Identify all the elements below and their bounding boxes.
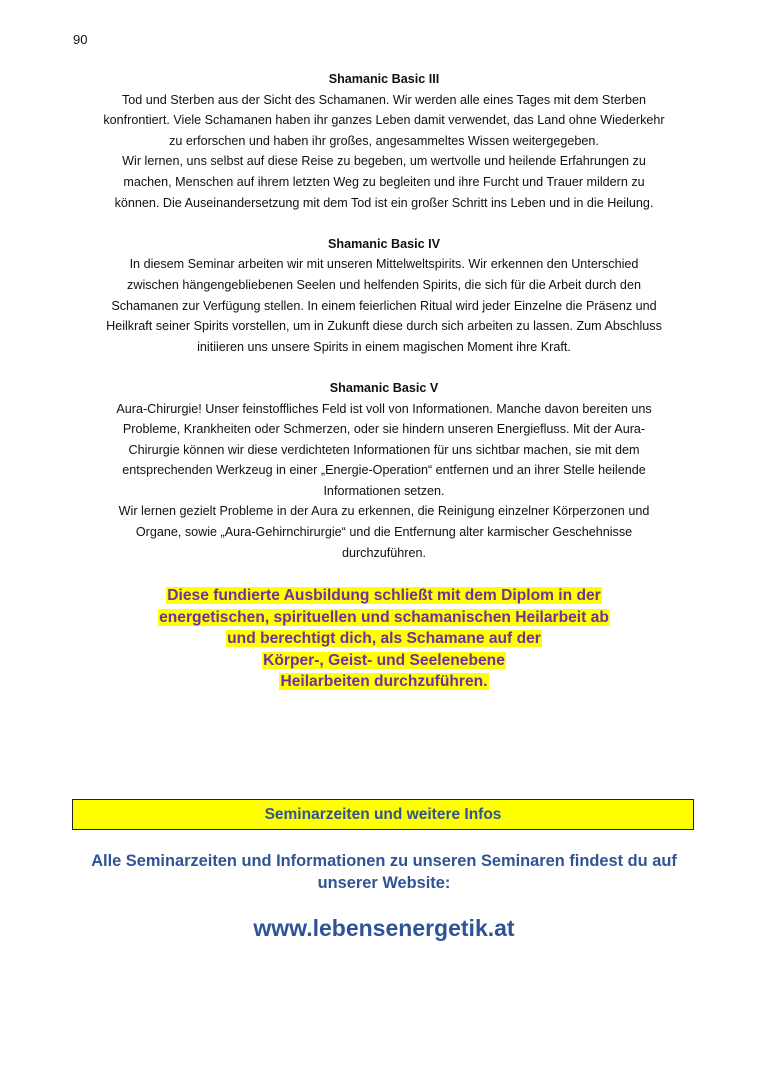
section-title: Shamanic Basic III (328, 72, 440, 86)
highlight-line: Diese fundierte Ausbildung schließt mit dem Diplom in der (167, 587, 601, 604)
text-line: entsprechenden Werkzeug in einer „Energie-Operation“ entfernen und an ihrer Stelle heilende (122, 463, 646, 478)
section-title: Shamanic Basic IV (328, 236, 440, 251)
text-line: Wir lernen, uns selbst auf diese Reise zu begeben, um wertvolle und heilende Erfahrungen zu (122, 154, 646, 169)
text-line: Organe, sowie „Aura-Gehirnchirurgie“ und die Entfernung alter karmischer Geschehnisse (135, 525, 633, 540)
section-shamanic-basic-v (80, 378, 688, 563)
seminar-info-box (72, 799, 694, 830)
highlight-line: Heilarbeiten durchzuführen. (280, 673, 488, 691)
section-shamanic-basic-iv (80, 234, 688, 358)
text-line: Aura-Chirurgie! Unser feinstoffliches Feld ist voll von Informationen. Manche davon bereiten uns (116, 401, 652, 416)
text-line: können. Die Auseinandersetzung mit dem Tod ist ein großer Schritt ins Leben und in die Heilung. (114, 195, 654, 210)
diploma-highlight (80, 585, 688, 693)
text-line: zu erforschen und haben ihr großes, angesammeltes Wissen weitergegeben. (169, 133, 599, 148)
highlight-line: Körper-, Geist- und Seelenebene (263, 651, 505, 669)
page-number: 90 (73, 32, 88, 47)
info-text (80, 850, 688, 894)
text-line: Heilkraft seiner Spirits vorstellen, um in Zukunft diese durch sich arbeiten zu lassen. Zum Abschluss (106, 319, 662, 334)
text-line: In diesem Seminar arbeiten wir mit unseren Mittelweltspirits. Wir erkennen den Unterschied (129, 257, 639, 272)
seminar-descriptions (80, 69, 688, 584)
text-line: Tod und Sterben aus der Sicht des Schamanen. Wir werden alle eines Tages mit dem Sterben (121, 92, 647, 107)
info-box-label: Seminarzeiten und weitere Infos (264, 805, 502, 823)
section-title: Shamanic Basic V (329, 380, 439, 395)
info-line: unserer Website: (317, 874, 451, 892)
highlight-line: energetischen, spirituellen und schamanischen Heilarbeit ab (159, 608, 609, 626)
text-line: initiieren uns unsere Spirits in einem magischen Moment ihre Kraft. (197, 339, 571, 354)
text-line: Probleme, Krankheiten oder Schmerzen, oder sie hindern unseren Energiefluss. Mit der Aura- (122, 422, 646, 437)
text-line: machen, Menschen auf ihrem letzten Weg zu begleiten und ihre Furcht und Trauer mildern zu (123, 174, 645, 189)
text-line: durchzuführen. (341, 545, 426, 560)
text-line: Informationen setzen. (323, 483, 445, 498)
highlight-line: und berechtigt dich, als Schamane auf der (227, 630, 541, 648)
text-line: Wir lernen gezielt Probleme in der Aura zu erkennen, die Reinigung einzelner Körperzonen und (118, 504, 650, 519)
text-line: zwischen hängengebliebenen Seelen und helfenden Spirits, die sich für die Arbeit durch den (127, 277, 641, 292)
website-link[interactable]: www.lebensenergetik.at (253, 915, 515, 941)
info-line: Alle Seminarzeiten und Informationen zu unseren Seminaren findest du auf (91, 852, 677, 870)
text-line: konfrontiert. Viele Schamanen haben ihr ganzes Leben damit verwendet, das Land ohne Wiederkehr (103, 113, 665, 128)
text-line: Chirurgie können wir diese verdichteten Informationen für uns sichtbar machen, sie mit dem (128, 442, 640, 457)
text-line: Schamanen zur Verfügung stellen. In einem feierlichen Ritual wird jeder Einzelne die Präsenz und (111, 298, 657, 313)
section-shamanic-basic-iii (80, 69, 688, 213)
